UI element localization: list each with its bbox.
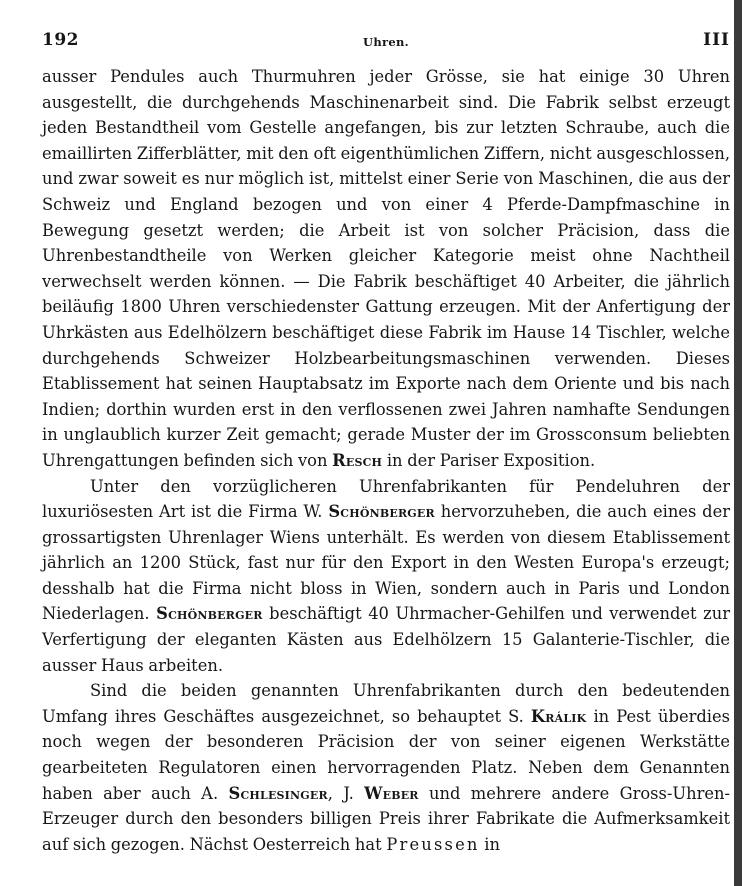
page-header <box>42 30 730 64</box>
text-segment: beschäftigt 40 Uhrmacher-Gehilfen und verwendet zur Verfertigung der eleganten Kästen aus Edelhölzern 15 Galanterie-Tischler, die ausser Haus arbeiten. <box>42 604 730 675</box>
body-text <box>42 64 730 857</box>
paragraph <box>42 64 730 474</box>
text-segment: in der Pariser Exposition. <box>382 450 596 470</box>
emphasized-text: Preussen <box>386 834 480 854</box>
paragraph <box>42 678 730 857</box>
text-segment: in <box>479 834 500 854</box>
person-name: Schönberger <box>328 502 435 522</box>
book-page <box>42 30 730 857</box>
scan-edge <box>734 0 742 886</box>
paragraph <box>42 474 730 679</box>
person-name: Králik <box>530 706 587 726</box>
text-segment: Sind die beiden genannten Uhrenfabrikanten durch den bedeutenden Umfang ihres Geschäftes ausgezeichnet, so behauptet S. <box>42 681 730 726</box>
person-name: Schlesinger <box>228 783 328 803</box>
running-title: Uhren. <box>363 35 409 49</box>
text-segment: ausser Pendules auch Thurmuhren jeder Grösse, sie hat einige 30 Uhren ausgestellt, die durchgehends Maschinenarbeit sind. Die Fabrik selbst erzeugt jeden Bestandtheil vom Gestelle angefangen, bis zur letzten Schraube, auch die emaillirten Zifferblätter, mit den oft eigenthümlichen Ziffern, nicht ausgeschlossen, und zwar soweit es nur möglich ist, mittelst einer Serie von Maschinen, die aus der Schweiz und England bezogen und von einer 4 Pferde-Dampfmaschine in Bewegung gesetzt werden; die Arbeit ist von solcher Präcision, dass die Uhrenbestandtheile von Werken gleicher Kategorie meist ohne Nachtheil verwechselt werden können. — Die Fabrik beschäftiget 40 Arbeiter, die jährlich beiläufig 1800 Uhren verschiedenster Gattung erzeugen. Mit der Anfertigung der Uhrkästen aus Edelhölzern beschäftiget diese Fabrik im Hause 14 Tischler, welche durchgehends Schweizer Holzbearbeitungsmaschinen verwenden. Dieses Etablissement hat seinen Hauptabsatz im Exporte nach dem Oriente und bis nach Indien; dorthin wurden erst in den verflossenen zwei Jahren namhafte Sendungen in unglaublich kurzer Zeit gemacht; gerade Muster der im Grossconsum beliebten Uhrengattungen befinden sich von <box>42 67 730 470</box>
person-name: Schönberger <box>156 604 263 624</box>
person-name: Resch <box>332 450 383 470</box>
text-segment: hervorzuheben, die auch eines der grossartigsten Uhrenlager Wiens unterhält. Es werden von diesem Etablissement jährlich an 1200 Stück, fast nur für den Export in den Westen Europa's erzeugt; desshalb hat die Firma nicht bloss in Wien, sondern auch in Paris und London Niederlagen. <box>42 502 731 624</box>
section-number: III <box>703 30 730 50</box>
text-segment: , J. <box>327 783 365 803</box>
person-name: Weber <box>364 783 419 803</box>
text-segment: in Pest überdies noch wegen der besonderen Präcision der von seiner eigenen Werkstätte gearbeiteten Regulatoren einen hervorragenden Platz. Neben dem Genannten haben aber auch A. <box>42 706 730 803</box>
page-number: 192 <box>42 30 79 50</box>
text-segment: Unter den vorzüglicheren Uhrenfabrikanten für Pendeluhren der luxuriösesten Art ist die Firma W. <box>42 476 730 522</box>
text-segment: und mehrere andere Gross-Uhren-Erzeuger durch den besonders billigen Preis ihrer Fabrikate die Aufmerksamkeit auf sich gezogen. Nächst Oesterreich hat <box>42 783 731 854</box>
